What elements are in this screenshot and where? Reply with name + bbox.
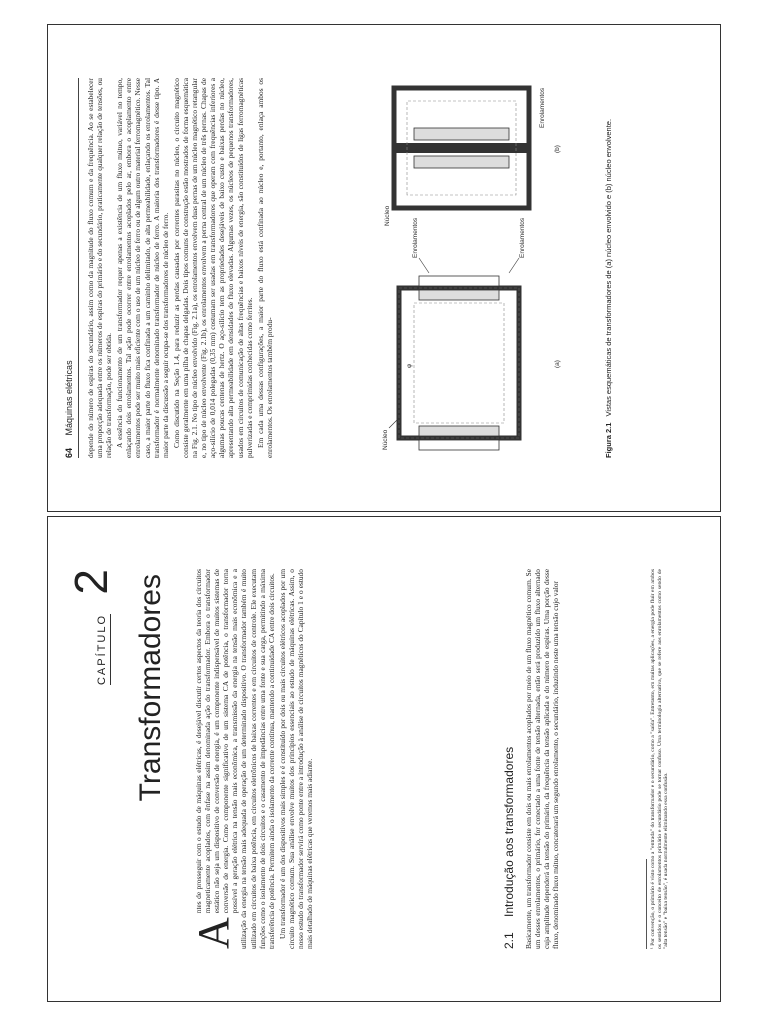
sublabel-a: (a) [554, 360, 561, 368]
transformer-diagram [359, 78, 589, 458]
section-heading [502, 569, 516, 949]
intro-paragraph-text: ntes de prosseguir com o estudo de máquinas elétricas, é desejável discutir certos aspectos da teoria dos circuitos magneticamente acoplados, com ênfase na assim denominada ação do transformador. Embora o transformador estático não seja um dispositivo de conversão de energia, é um componente indispensável de muitos sistemas de conversão de energia. Como componente significativo de um sistema CA de potência, o transformador torna possível a geração elétrica na tensão mais econômica, a transmissão da energia na tensão mais econômica e a utilização da energia na tensão mais adequada de operação de um determinado dispositivo. O transformador também é muito utilizado em circuitos de baixa potência, em circuitos eletrônicos de baixas correntes e em circuitos de controle. Ele executam funções como o isolamento de dois circuitos e o casamento de impedâncias entre uma fonte e sua carga, permitindo a máxima transferência de potência. Permitem ainda o isolamento da corrente contínua, mantendo a continuidade CA entre dois circuitos. [194, 569, 276, 949]
page-64-content [54, 38, 714, 498]
sublabel-b: (b) [554, 145, 561, 153]
drop-cap: A [189, 917, 238, 949]
label-enrolamentos-b: Enrolamentos [539, 87, 546, 128]
paragraph: A essência do funcionamento de um transformador requer apenas a existência de um fluxo mútuo, variável no tempo, enlaçando dois enrolamentos. Tal ação pode ocorrer entre enrolamentos acoplados pelo ar, embora o acoplamento entre enrolamentos pode ser muito mais eficiente com o uso de um núcleo de ferro ou de algum outro material ferromagnético. Nesse caso, a maior parte do fluxo fica confinada a um caminho delimitado, de alta permeabilidade, enlaçando os enrolamentos. Tal transformador é normalmente denominado transformador de núcleo de ferro. A maioria dos transformadores é desse tipo. A maior parte da discussão a seguir ocupa-se dos transformadores de núcleo de ferro. [115, 78, 170, 458]
running-head [64, 360, 74, 458]
page-64 [47, 24, 721, 512]
label-nucleo-a: Núcleo [382, 429, 389, 450]
label-enrolamentos-a2: Enrolamentos [519, 217, 526, 258]
body-text [86, 78, 276, 458]
caption-label: Figura 2.1 [604, 422, 613, 458]
paragraph: Em cada uma dessas configurações, a maior parte do fluxo está confinada ao núcleo e, portanto, enlaça ambos os enrolamentos. Os enrolamentos também produ- [255, 78, 274, 458]
label-enrolamentos-a: Enrolamentos [412, 217, 419, 258]
chapter-page-content [54, 529, 714, 989]
running-title: Máquinas elétricas [64, 360, 74, 436]
section-text [524, 569, 562, 949]
paragraph: depende do número de espiras do secundário, assim como da magnitude do fluxo comum e da frequência. Ao se estabelecer uma proporção adequada entre os números de espiras do primário e do secundário, praticamente qualquer relação de tensões, ou relação de transformação, pode ser obtida. [86, 78, 114, 458]
chapter-opening-page [47, 516, 721, 1002]
paragraph: Como discutido na Seção 1.4, para reduzir as perdas causadas por correntes parasitas no núcleo, o circuito magnético consiste geralmente em uma pilha de chapas delgadas. Dois tipos comuns de construção estão mostrados de forma esquemática na Fig. 2.1. No tipo de núcleo envolvido (Fig. 2.1a), os enrolamentos envolvem duas pernas de um núcleo magnético retangular e, no tipo de núcleo envolvente (Fig. 2.1b), os enrolamentos envolvem a perna central de um núcleo de três pernas. Chapas de aço-silício de 0,014 polegadas (0,35 mm) costumam ser usadas em transformadores que operam com frequências inferiores a algumas poucas centenas de hertz. O aço-silício tem as propriedades desejáveis de baixo custo e baixas perdas no núcleo, apresentando alta permeabilidade em densidades de fluxo elevadas. Algumas vezes, os núcleos de pequenos transformadores, usados em circuitos de comunicação de altas frequências e baixos níveis de energia, são constituídos de ligas ferromagnéticas pulverizadas e comprimidas conhecidas como ferrites. [171, 78, 254, 458]
page-number: 64 [64, 447, 74, 458]
footnote-rule [646, 859, 647, 949]
label-nucleo-b: Núcleo [384, 205, 391, 226]
figure-caption [604, 78, 613, 458]
core-type-transformer [382, 217, 561, 450]
caption-text: Vistas esquemáticas de transformadores de (a) núcleo envolvido e (b) núcleo envolvente. [604, 118, 613, 417]
shell-type-transformer [384, 87, 561, 226]
intro-paragraph [189, 569, 276, 949]
header-rule [78, 78, 79, 458]
figure-2-1 [359, 78, 589, 458]
intro-paragraph: Um transformador é um dos dispositivos mais simples e é constituído por dois ou mais circuitos elétricos acoplados por um circuito magnético comum. Sua análise envolve muitos dos princípios essenciais ao estudo de máquinas elétricas. Assim, o nosso estudo do transformador servirá como ponte entre a introdução à análise de circuitos magnéticos do Capítulo 1 e o estudo mais detalhado de máquinas elétricas que veremos mais adiante. [277, 569, 315, 949]
chapter-number: 2 [65, 569, 117, 595]
intro-text [189, 569, 316, 949]
chapter-label: CAPÍTULO [96, 614, 111, 685]
label-phi: φ [406, 363, 413, 368]
section-title: Introdução aos transformadores [502, 746, 516, 917]
section-number: 2.1 [502, 932, 516, 949]
section-paragraph: Basicamente, um transformador consiste em dois ou mais enrolamentos acoplados por meio de um fluxo magnético comum. Se um desses enrolamentos, o primário, for conectado a uma fonte de tensão alternada, então será produzido um fluxo alternado cuja amplitude dependerá da tensão do primário, da frequência da tensão aplicada e do número de espiras. Uma porção desse fluxo, denominado fluxo mútuo, concatenará um segundo enrolamento, o secundário, induzindo neste uma tensão cujo valor [524, 569, 561, 949]
chapter-title: Transformadores [134, 574, 167, 802]
footnote: ¹ Por convenção, o primário é visto como a "entrada" do transformador e o secundário, como a "saída". Entretanto, em muitas aplicações, a energia pode fluir em ambos os sentidos e o conceito de enrolamentos primário e secundário pode se tornar confuso. Uma terminologia alternativa, que se refere aos enrolamentos como sendo de "alta tensão" e "baixa tensão", é usada normalmente eliminando essa confusão. [650, 569, 670, 949]
label-dim: a [414, 148, 421, 152]
